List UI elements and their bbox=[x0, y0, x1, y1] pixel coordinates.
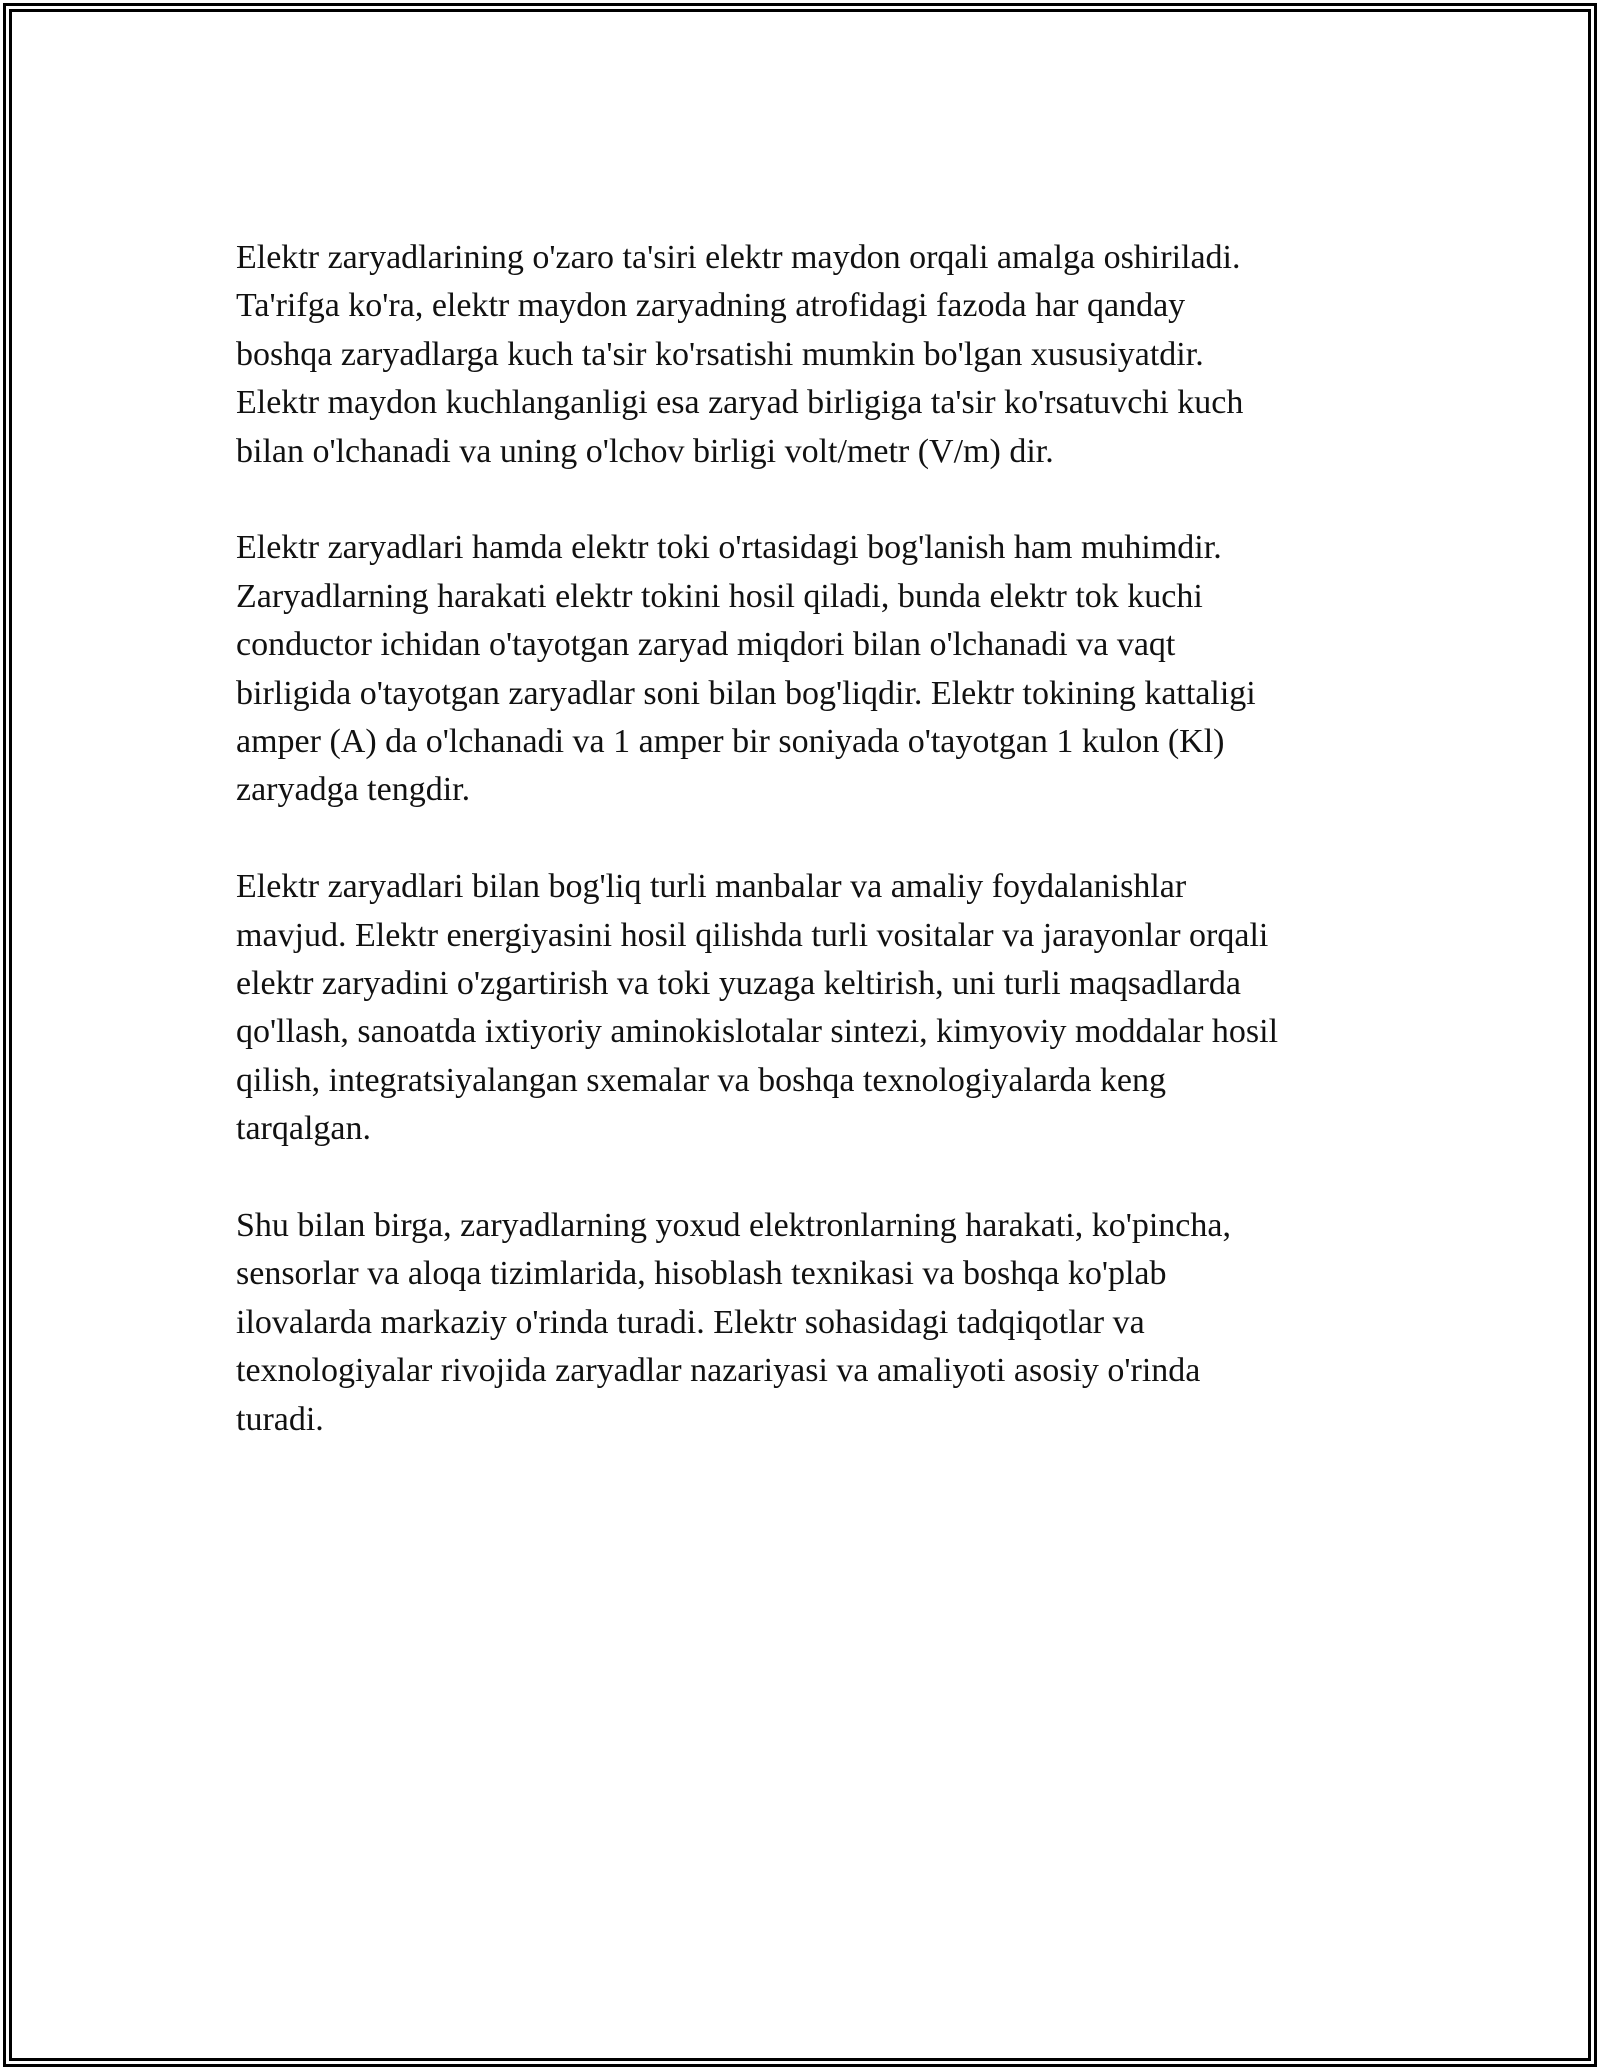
paragraph-electric-current: Elektr zaryadlari hamda elektr toki o'rtasidagi bog'lanish ham muhimdir. Zaryadlarning harakati elektr tokini hosil qiladi, bunda elektr tok kuchi conductor ichidan o'tayotgan zaryad miqdori bilan o'lchanadi va vaqt birligida o'tayotgan zaryadlar soni bilan bog'liqdir. Elektr tokining kattaligi amper (A) da o'lchanadi va 1 amper bir soniyada o'tayotgan 1 kulon (Kl) zaryadga tengdir. bbox=[236, 529, 1256, 809]
paragraph-technologies: Shu bilan birga, zaryadlarning yoxud elektronlarning harakati, ko'pincha, sensorlar va aloqa tizimlarida, hisoblash texnikasi va boshqa ko'plab ilovalarda markaziy o'rinda turadi. Elektr sohasidagi tadqiqotlar va texnologiyalar rivojida zaryadlar nazariyasi va amaliyoti asosiy o'rinda turadi. bbox=[236, 1207, 1231, 1438]
paragraph-applications: Elektr zaryadlari bilan bog'liq turli manbalar va amaliy foydalanishlar mavjud. Elektr energiyasini hosil qilishda turli vositalar va jarayonlar orqali elektr zaryadini o'zgartirish va toki yuzaga keltirish, uni turli maqsadlarda qo'llash, sanoatda ixtiyoriy aminokislotalar sintezi, kimyoviy moddalar hosil qilish, integratsiyalangan sxemalar va boshqa texnologiyalarda keng tarqalgan. bbox=[236, 868, 1279, 1148]
paragraph-electric-field: Elektr zaryadlarining o'zaro ta'siri elektr maydon orqali amalga oshiriladi. Ta'rifga ko'ra, elektr maydon zaryadning atrofidagi fazoda har qanday boshqa zaryadlarga kuch ta'sir ko'rsatishi mumkin bo'lgan xususiyatdir. Elektr maydon kuchlanganligi esa zaryad birligiga ta'sir ko'rsatuvchi kuch bilan o'lchanadi va uning o'lchov birligi volt/metr (V/m) dir. bbox=[236, 239, 1244, 470]
document-body bbox=[236, 234, 1376, 1493]
